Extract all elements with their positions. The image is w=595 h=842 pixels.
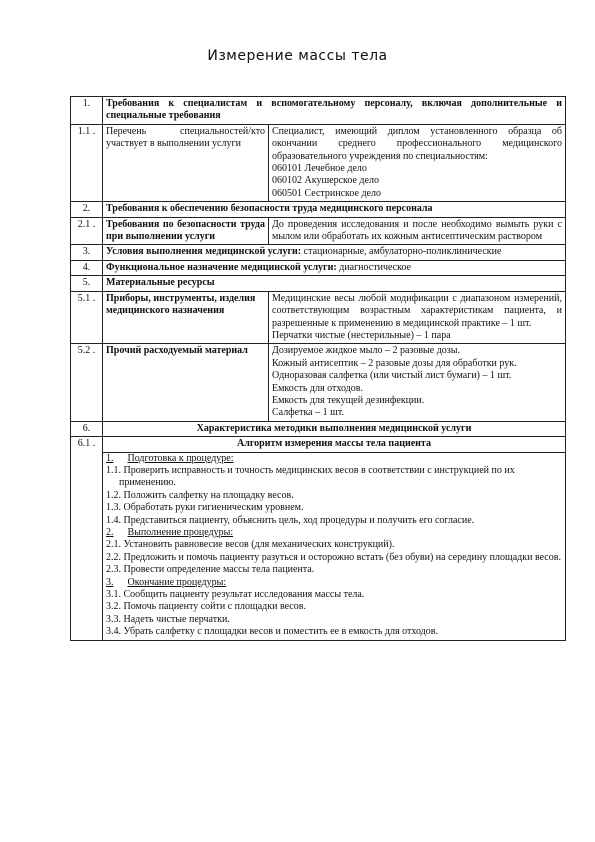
row-6-1 [71, 437, 566, 641]
section-heading: Материальные ресурсы [103, 276, 566, 291]
row-value: диагностическое [336, 261, 412, 273]
step-item: 3.1. Сообщить пациенту результат исследования массы тела. [106, 589, 365, 601]
row-number: 6.1 . [71, 437, 103, 641]
row-value: До проведения исследования и после необходимо вымыть руки с мылом или обработать их кожным антисептическим раствором [269, 217, 566, 245]
row-5 [71, 276, 566, 291]
value-line: Специалист, имеющий диплом установленного образца об окончании среднего профессионального медицинского образовательного учреждения по специальностям: [272, 125, 562, 162]
section-heading: Требования к обеспечению безопасности труда медицинского персонала [103, 202, 566, 217]
step-item: 2.3. Провести определение массы тела пациента. [106, 564, 315, 576]
value-line: Салфетка – 1 шт. [272, 407, 344, 419]
step-item: 3.4. Убрать салфетку с площадки весов и поместить ее в емкость для отходов. [106, 626, 438, 638]
step-item: 1.2. Положить салфетку на площадку весов. [106, 489, 294, 501]
row-content [103, 245, 566, 260]
stage-title: Подготовка к процедуре: [127, 452, 234, 464]
row-label: Приборы, инструменты, изделия медицинского назначения [103, 291, 269, 344]
row-content [103, 260, 566, 275]
section-heading: Требования к специалистам и вспомогательному персоналу, включая дополнительные и специальные требования [103, 97, 566, 125]
step-item: 3.3. Надеть чистые перчатки. [106, 613, 230, 625]
stage-title: Окончание процедуры: [127, 576, 227, 588]
algorithm-heading: Алгоритм измерения массы тела пациента [103, 437, 565, 452]
row-number: 1. [71, 97, 103, 125]
value-line: Одноразовая салфетка (или чистый лист бумаги) – 1 шт. [272, 370, 512, 382]
row-number: 5. [71, 276, 103, 291]
service-table [70, 96, 566, 641]
row-label: Условия выполнения медицинской услуги: [106, 246, 302, 258]
row-label: Прочий расходуемый материал [103, 344, 269, 421]
value-line: Дозируемое жидкое мыло – 2 разовые дозы. [272, 345, 460, 357]
stage-heading [106, 527, 562, 539]
algorithm-cell [103, 437, 566, 641]
value-line: Емкость для отходов. [272, 382, 363, 394]
value-line: Перчатки чистые (нестерильные) – 1 пара [272, 329, 451, 341]
row-value [269, 344, 566, 421]
row-6 [71, 421, 566, 436]
row-number: 2. [71, 202, 103, 217]
row-5-2 [71, 344, 566, 421]
value-line: Медицинские весы любой модификации с диапазоном измерений, соответствующим возрастным характеристикам пациента, и разрешенные к применению в медицинской практике – 1 шт. [272, 292, 562, 329]
value-line: 060501 Сестринское дело [272, 187, 381, 199]
row-3 [71, 245, 566, 260]
row-number: 1.1 . [71, 124, 103, 201]
row-label: Требования по безопасности труда при выполнении услуги [103, 217, 269, 245]
row-4 [71, 260, 566, 275]
stage-heading [106, 577, 562, 589]
row-number: 6. [71, 421, 103, 436]
row-value [269, 124, 566, 201]
row-number: 4. [71, 260, 103, 275]
row-1-1 [71, 124, 566, 201]
row-number: 3. [71, 245, 103, 260]
row-number: 5.1 . [71, 291, 103, 344]
value-line: 060101 Лечебное дело [272, 163, 367, 175]
row-value [269, 291, 566, 344]
step-item: 1.3. Обработать руки гигиеническим уровнем. [106, 502, 304, 514]
row-value: стационарные, амбулаторно-поликлинические [301, 246, 502, 258]
step-item: 1.4. Представиться пациенту, объяснить цель, ход процедуры и получить его согласие. [106, 514, 475, 526]
row-2-1 [71, 217, 566, 245]
stage-number: 1. [106, 452, 114, 464]
step-item: 1.1. Проверить исправность и точность медицинских весов в соответствии с инструкцией по их применению. [106, 464, 515, 489]
step-item: 2.2. Предложить и помочь пациенту разуться и осторожно встать (без обуви) на середину площадки весов. [106, 551, 561, 563]
stage-number: 2. [106, 527, 114, 538]
step-item: 3.2. Помочь пациенту сойти с площадки весов. [106, 601, 306, 613]
value-line: 060102 Акушерское дело [272, 175, 379, 187]
value-line: Кожный антисептик – 2 разовые дозы для обработки рук. [272, 357, 517, 369]
stage-title: Выполнение процедуры: [127, 527, 234, 538]
row-1 [71, 97, 566, 125]
stage-heading [106, 453, 562, 465]
section-heading: Характеристика методики выполнения медицинской услуги [103, 421, 566, 436]
step-item: 2.1. Установить равновесие весов (для механических конструкций). [106, 539, 395, 551]
algorithm-steps [103, 453, 565, 640]
page-title: Измерение массы тела [207, 48, 388, 64]
row-2 [71, 202, 566, 217]
row-5-1 [71, 291, 566, 344]
row-label: Перечень специальностей/кто участвует в выполнении услуги [103, 124, 269, 201]
row-number: 5.2 . [71, 344, 103, 421]
value-line: Емкость для текущей дезинфекции. [272, 394, 425, 406]
row-label: Функциональное назначение медицинской услуги: [106, 261, 337, 273]
row-number: 2.1 . [71, 217, 103, 245]
stage-number: 3. [106, 576, 114, 588]
